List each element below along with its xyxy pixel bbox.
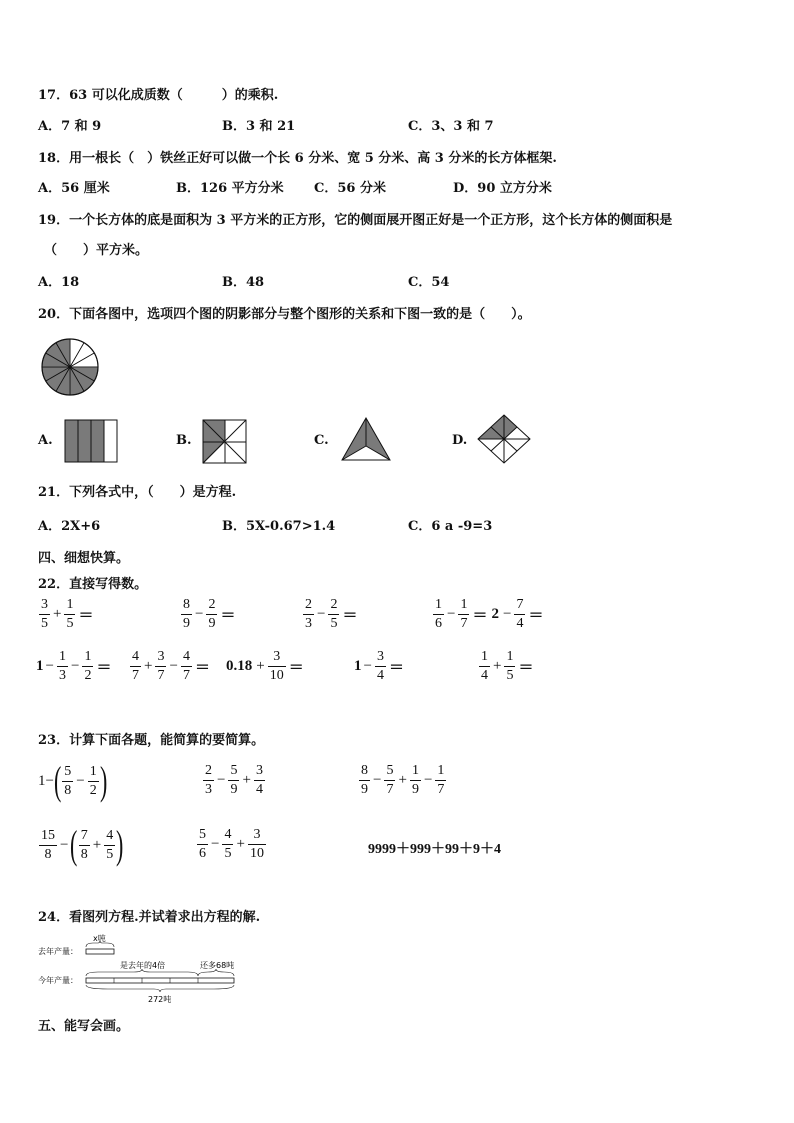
q17-option-b[interactable]: B．3 和 21 <box>222 119 296 134</box>
q20-option-a-label[interactable]: A. <box>38 433 53 448</box>
q22-expr-7: $\frac{4}{7}$ + $\frac{3}{7}$ − $\frac{4}{7}$ ＝ <box>132 649 210 683</box>
q20-option-b-figure[interactable] <box>202 419 248 465</box>
diagram-more-label: 还多68吨 <box>200 961 235 970</box>
q20-option-d-label[interactable]: D. <box>452 433 468 448</box>
q20-stem: 20．下面各图中，选项四个图的阴影部分与整个图形的关系和下图一致的是（ ）。 <box>38 307 531 322</box>
q22-expr-6: 1 − $\frac{1}{3}$ − $\frac{1}{2}$ ＝ <box>36 649 112 683</box>
q19-stem-line2: （ ）平方米。 <box>44 243 149 258</box>
q20-option-c-figure[interactable] <box>340 416 392 462</box>
q23-expr-2: $\frac{2}{3}$ − $\frac{5}{9}$ + $\frac{3}{4}$ <box>205 763 263 797</box>
q22-expr-1: $\frac{3}{5}$ + $\frac{1}{5}$ ＝ <box>41 597 94 631</box>
q22-stem: 22．直接写得数。 <box>38 577 148 592</box>
q19-stem-line1: 19．一个长方体的底是面积为 3 平方米的正方形，它的侧面展开图正好是一个正方形，这个长方体的侧面积是 <box>38 213 673 228</box>
q24-diagram <box>38 932 248 1008</box>
q24-stem: 24．看图列方程.并试着求出方程的解. <box>38 910 261 925</box>
section-5-heading: 五、能写会画。 <box>38 1019 130 1034</box>
q22-expr-4: $\frac{1}{6}$ − $\frac{1}{7}$ ＝ 2 − $\frac{7}{4}$ ＝ <box>435 597 544 631</box>
section-4-heading: 四、细想快算。 <box>38 551 130 566</box>
q20-option-a-figure[interactable] <box>64 419 120 463</box>
q22-expr-10: $\frac{1}{4}$ + $\frac{1}{5}$ ＝ <box>481 649 534 683</box>
q23-expr-3: $\frac{8}{9}$ − $\frac{5}{7}$ + $\frac{1}{9}$ − $\frac{1}{7}$ <box>361 763 445 797</box>
q20-option-b-label[interactable]: B. <box>176 433 192 448</box>
q22-expr-8: 0.18 + $\frac{3}{10}$ ＝ <box>226 649 304 683</box>
q20-option-c-label[interactable]: C. <box>314 433 329 448</box>
q17-option-a[interactable]: A．7 和 9 <box>38 119 102 134</box>
q18-option-a[interactable]: A．56 厘米 <box>38 181 110 196</box>
q22-term-2: 2 <box>491 606 499 622</box>
q17-option-c[interactable]: C．3、3 和 7 <box>408 119 494 134</box>
q23-expr-5: $\frac{5}{6}$ − $\frac{4}{5}$ + $\frac{3}{10}$ <box>199 827 264 861</box>
q22-term-0-18: 0.18 <box>226 658 253 674</box>
q18-stem: 18．用一根长（ ）铁丝正好可以做一个长 6 分米、宽 5 分米、高 3 分米的长方体框架. <box>38 151 557 166</box>
q23-expr-4: $\frac{15}{8}$ −( $\frac{7}{8}$ + $\frac{4}{5}$ ) <box>41 822 124 867</box>
q18-option-c[interactable]: C．56 分米 <box>314 181 386 196</box>
diagram-total-label: 272吨 <box>148 995 172 1004</box>
diagram-x-label: x吨 <box>93 934 106 943</box>
q18-option-b[interactable]: B．126 平方分米 <box>176 181 284 196</box>
q17-stem: 17．63 可以化成质数（ ）的乘积. <box>38 88 279 103</box>
diagram-this-year-label: 今年产量： <box>38 976 78 985</box>
diagram-last-year-label: 去年产量： <box>38 947 78 956</box>
q18-option-d[interactable]: D．90 立方分米 <box>453 181 552 196</box>
q22-expr-2: $\frac{8}{9}$ − $\frac{2}{9}$ ＝ <box>183 597 236 631</box>
q19-option-a[interactable]: A．18 <box>38 275 80 290</box>
q21-option-c[interactable]: C．6 a -9=3 <box>408 519 493 534</box>
q22-expr-3: $\frac{2}{3}$ − $\frac{2}{5}$ ＝ <box>305 597 358 631</box>
diagram-times-label: 是去年的4倍 <box>120 961 166 970</box>
q23-expr-1: 1−( $\frac{5}{8}$ − $\frac{1}{2}$ ) <box>38 758 108 803</box>
q19-option-b[interactable]: B．48 <box>222 275 265 290</box>
q20-option-d-figure[interactable] <box>476 413 532 465</box>
q20-reference-circle <box>40 337 100 397</box>
q23-expr-6: 9999＋999＋99＋9＋4 <box>368 842 501 857</box>
q19-option-c[interactable]: C．54 <box>408 275 450 290</box>
q21-option-b[interactable]: B．5X-0.67>1.4 <box>222 519 336 534</box>
q22-expr-9: 1 − $\frac{3}{4}$ ＝ <box>354 649 404 683</box>
q23-stem: 23．计算下面各题，能简算的要简算。 <box>38 733 265 748</box>
q21-option-a[interactable]: A．2X+6 <box>38 519 101 534</box>
q21-stem: 21．下列各式中，（ ）是方程. <box>38 485 237 500</box>
